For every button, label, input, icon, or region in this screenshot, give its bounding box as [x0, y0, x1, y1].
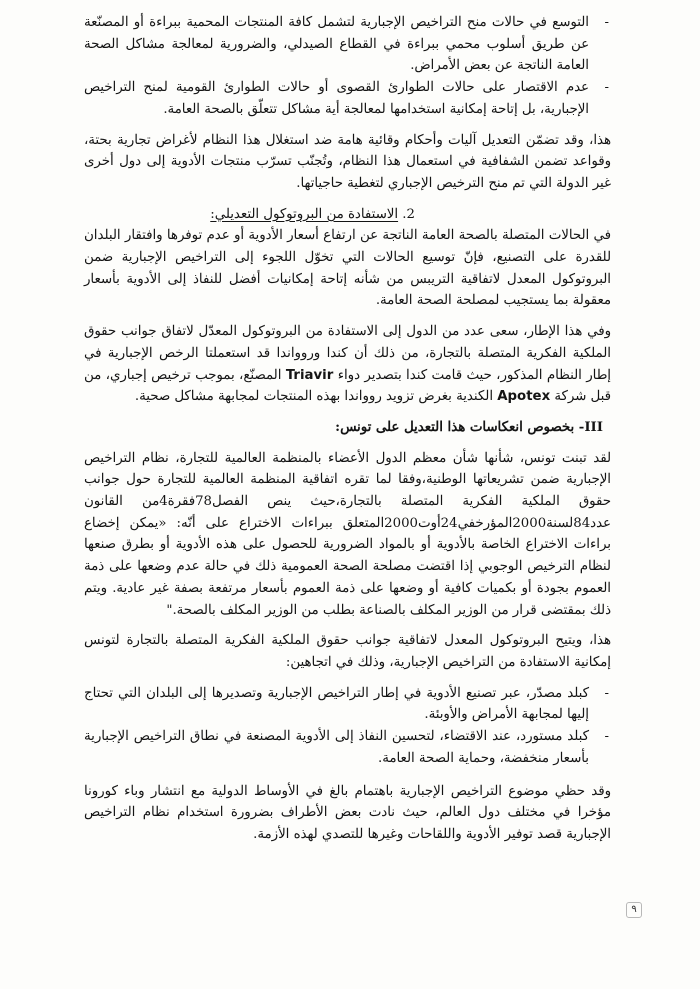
paragraph-tunisia-law: لقد تبنت تونس، شأنها شأن معظم الدول الأعضاء بالمنظمة العالمية للتجارة، نظام التراخيص الإجبارية ضمن تشريعاتها الوطنية،وفقا لما تقره اتفاقية المنظمة العالمية للتجارة حول جوانب حقوق الملكية الفكرية المتصلة بالتجارة،حيث ينص الفصل78فقرة4من القانون عدد84لسنة2000المؤرخفي24أوت2000المتعلق ببراءات الاختراع على أنّه: «يمكن إخضاع براءات الاختراع الخاصة بالأدوية أو بالمواد الضرورية للحصول على هذه الأدوية أو بطرق صنعها لنظام الترخيص الوجوبي إذا اقتضت مصلحة الصحة العمومية ذلك في حالة عدم وضعها على ذمة العموم بجودة أو بكميات كافية أو وضعها على ذمة العموم بأسعار مرتفعة بصفة غير عادية. ويتم ذلك بمقتضى قرار من الوزير المكلف بالصناعة بطلب من الوزير المكلف بالصحة."	[84, 450, 611, 618]
section-number: III-	[578, 419, 603, 435]
company-name-apotex: Apotex	[497, 389, 551, 405]
text-segment: الكندية بغرض تزويد روواندا بهذه المنتجات لمجابهة مشاكل صحية.	[134, 389, 494, 405]
bullet-text: كبلد مستورد، عند الاقتضاء، لتحسين النفاذ إلى الأدوية المصنعة في نطاق التراخيص الإجبارية بأسعار منخفضة، وحماية الصحة العامة.	[84, 729, 589, 766]
subheading-protocol-benefit	[84, 204, 611, 226]
bullet-dash: -	[604, 80, 609, 96]
bullet-text: التوسع في حالات منح التراخيص الإجبارية لتشمل كافة المنتجات المحمية ببراءة أو المصنّعة عن طريق أسلوب محمي ببراءة في القطاع الصيدلي، والضرورية لمعالجة مشاكل الصحة العامة الناتجة عن بعض الأمراض.	[84, 15, 589, 74]
text-segment: وفي هذا الإطار، سعى عدد من الدول إلى الاستفادة من البروتوكول المعدّل لاتفاق جوانب حقوق الملكية الفكرية المتصلة بالتجارة، من ذلك أن كندا وروواندا قد استعملتا الرخص الإجبارية في إطار النظام المذكور، حيث قامت كندا بتصدير دواء	[84, 324, 611, 383]
list-item	[84, 683, 611, 726]
bullet-dash: -	[604, 15, 609, 30]
bullet-dash: -	[604, 729, 609, 745]
subheading-number: 2.	[402, 206, 415, 222]
paragraph-safeguards: هذا، وقد تضمّن التعديل آليات وأحكام وقائية هامة ضد استغلال هذا النظام لأغراض تجارية بحتة، وقواعد تضمن الشفافية في استعمال هذا النظام، وتُجنّب تسرّب منتجات الأدوية إلى دول أخرى غير الدولة التي تم منح الترخيص الإجباري لتغطية حاجياتها.	[84, 132, 611, 191]
page-number: ٩	[626, 902, 642, 918]
list-item	[84, 77, 611, 120]
bullet-list-top	[84, 12, 611, 121]
list-item	[84, 12, 611, 77]
list-item	[84, 726, 611, 769]
bullet-text: كبلد مصدّر، عبر تصنيع الأدوية في إطار التراخيص الإجبارية وتصديرها إلى البلدان التي تحتاج إليها لمجابهة الأمراض والأوبئة.	[84, 685, 589, 723]
paragraph-canada-rwanda	[84, 321, 611, 408]
drug-name-triavir: Triavir	[285, 367, 334, 383]
bullet-dash: -	[604, 685, 609, 701]
section-title: بخصوص انعكاسات هذا التعديل على تونس:	[335, 419, 575, 435]
bullet-list-bottom	[84, 683, 611, 770]
subheading-text: الاستفادة من البروتوكول التعديلي:	[210, 206, 399, 222]
paragraph-two-directions: هذا، ويتيح البروتوكول المعدل لاتفاقية جوانب حقوق الملكية الفكرية المتصلة بالتجارة لتونس إمكانية الاستفادة من التراخيص الإجبارية، وذلك في اتجاهين:	[84, 633, 611, 670]
paragraph-covid: وقد حظي موضوع التراخيص الإجبارية باهتمام بالغ في الأوساط الدولية مع انتشار وباء كورونا مؤخرا في مختلف دول العالم، حيث نادت بعض الأطراف بضرورة استخدام نظام التراخيص الإجبارية قصد توفير الأدوية واللقاحات وغيرها للتصدي لهذه الأزمة.	[84, 783, 611, 842]
paragraph-public-health: في الحالات المتصلة بالصحة العامة الناتجة عن ارتفاع أسعار الأدوية أو عدم توفرها وافتقار البلدان للقدرة على التصنيع، فإنّ توسيع الحالات التي تخوّل اللجوء إلى التراخيص الإجبارية ضمن البروتوكول المعدل لاتفاقية التريبس من شأنه إتاحة إمكانيات أفضل للنفاذ إلى الأدوية بأسعار معقولة بما يستجيب لمصلحة الصحة العامة.	[84, 228, 611, 309]
section-heading-tunisia	[84, 417, 611, 439]
document-body	[84, 12, 611, 846]
bullet-text: عدم الاقتصار على حالات الطوارئ القصوى أو حالات الطوارئ القومية لمنح التراخيص الإجبارية، بل إتاحة إمكانية استخدامها لمعالجة أية مشاكل تتعلّق بالصحة العامة.	[84, 80, 589, 117]
text-segment: المصنّع، بموجب ترخيص إجباري، من قبل شركة	[84, 367, 611, 405]
